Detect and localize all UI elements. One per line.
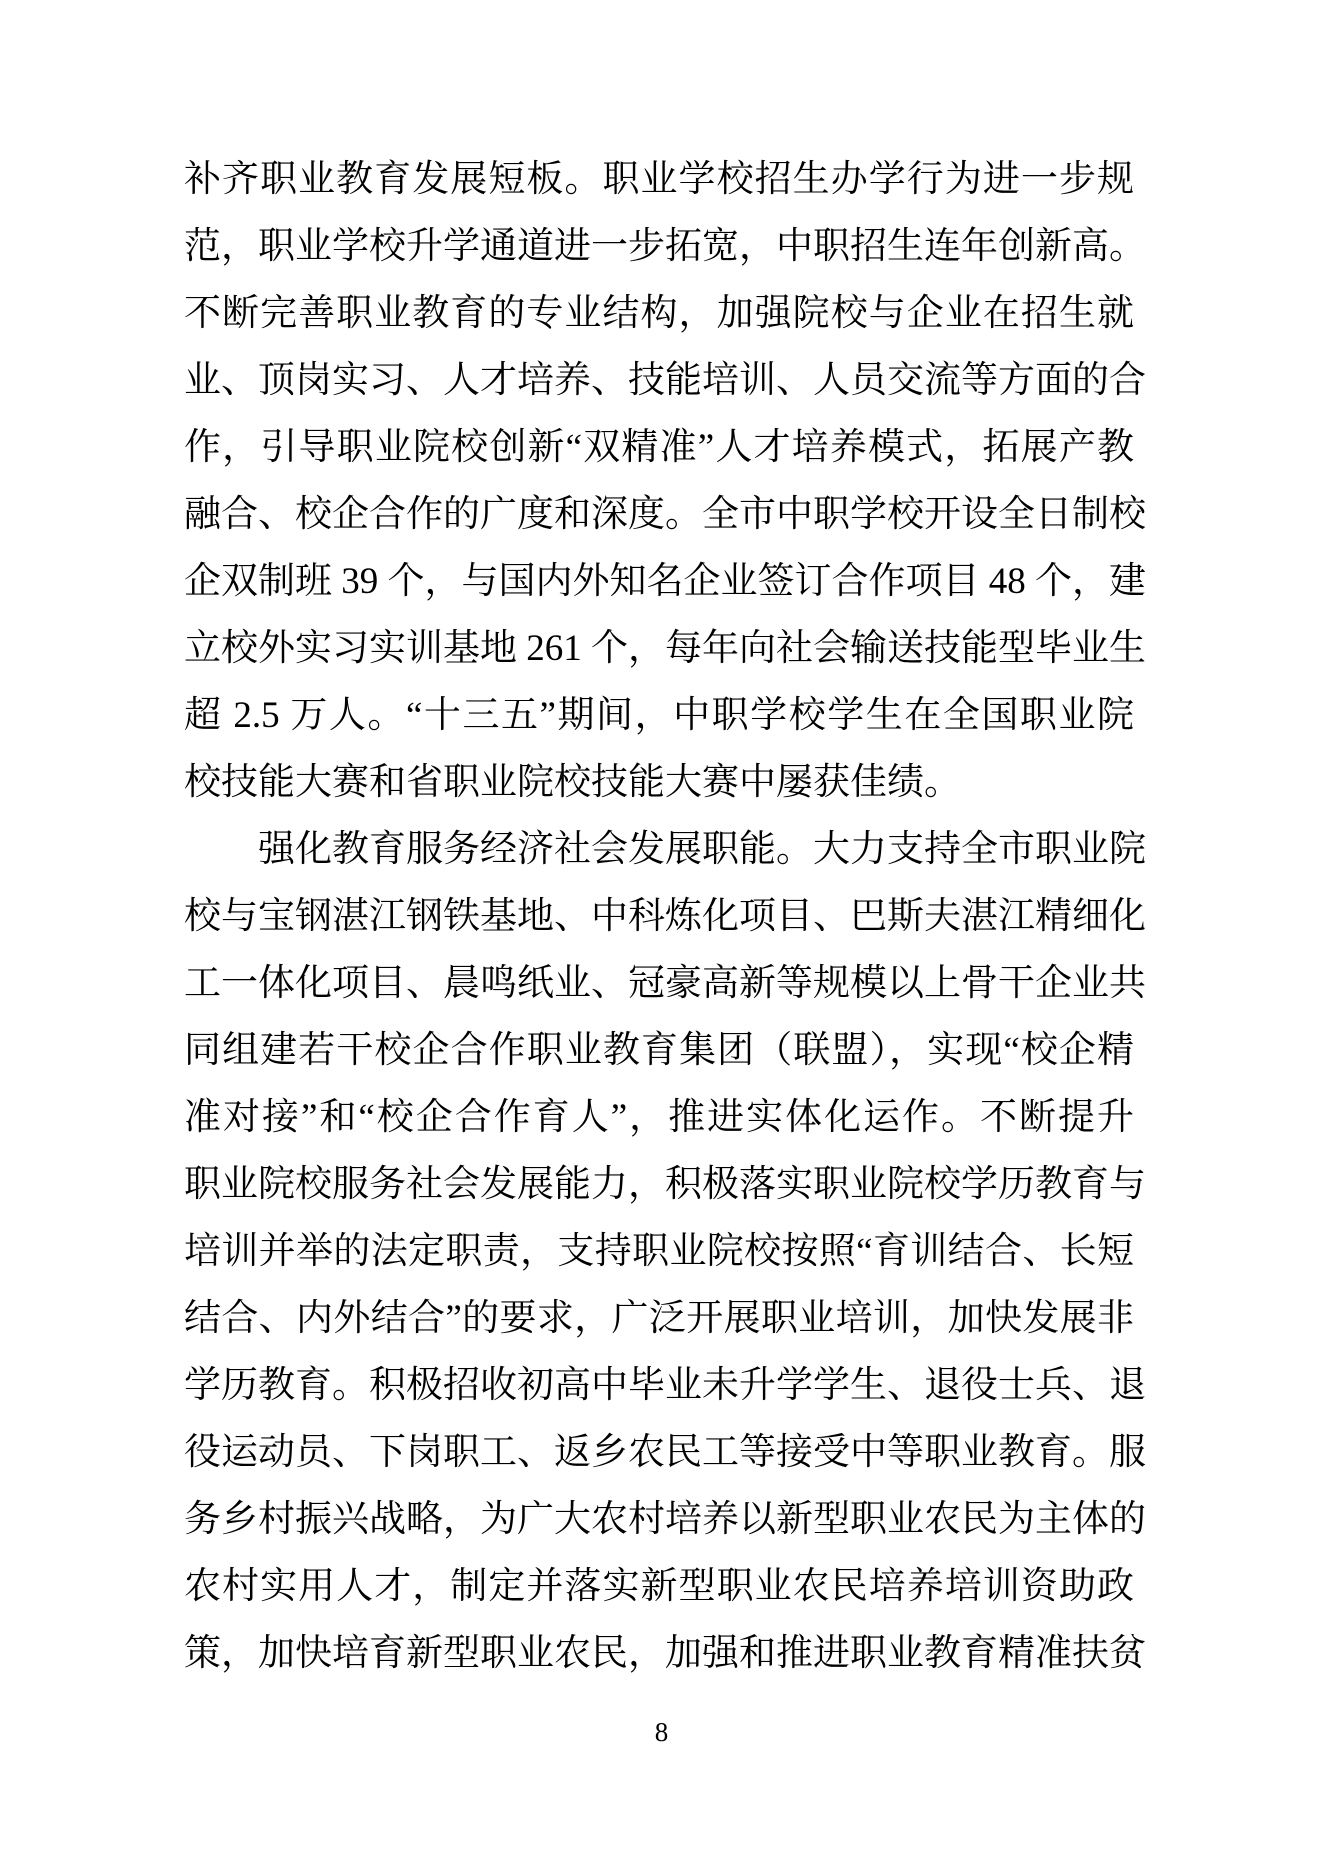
text-line: 范，职业学校升学通道进一步拓宽，中职招生连年创新高。 (184, 226, 1146, 267)
page-number: 8 (654, 1717, 669, 1747)
text-line: 作，引导职业院校创新“双精准”人才培养模式，拓展产教 (184, 427, 1134, 468)
text-line: 补齐职业教育发展短板。职业学校招生办学行为进一步规 (184, 159, 1134, 200)
text-line: 培训并举的法定职责，支持职业院校按照“育训结合、长短 (184, 1231, 1134, 1272)
text-line: 校与宝钢湛江钢铁基地、中科炼化项目、巴斯夫湛江精细化 (184, 896, 1146, 937)
text-line: 学历教育。积极招收初高中毕业未升学学生、退役士兵、退 (184, 1365, 1146, 1406)
text-line: 同组建若干校企合作职业教育集团（联盟），实现“校企精 (184, 1030, 1134, 1071)
text-line: 融合、校企合作的广度和深度。全市中职学校开设全日制校 (184, 494, 1146, 535)
text-line: 超 2.5 万人。“十三五”期间，中职学校学生在全国职业院 (184, 695, 1134, 736)
text-line: 强化教育服务经济社会发展职能。大力支持全市职业院 (258, 829, 1146, 870)
text-line: 企双制班 39 个，与国内外知名企业签订合作项目 48 个，建 (184, 561, 1146, 602)
text-line: 准对接”和“校企合作育人”，推进实体化运作。不断提升 (184, 1097, 1134, 1138)
text-line: 职业院校服务社会发展能力，积极落实职业院校学历教育与 (184, 1164, 1146, 1205)
text-line: 役运动员、下岗职工、返乡农民工等接受中等职业教育。服 (184, 1432, 1146, 1473)
text-line: 结合、内外结合”的要求，广泛开展职业培训，加快发展非 (184, 1298, 1134, 1339)
text-line: 工一体化项目、晨鸣纸业、冠豪高新等规模以上骨干企业共 (184, 963, 1146, 1004)
text-line: 务乡村振兴战略，为广大农村培养以新型职业农民为主体的 (184, 1499, 1146, 1540)
text-line: 策，加快培育新型职业农民，加强和推进职业教育精准扶贫 (184, 1633, 1146, 1674)
text-line: 不断完善职业教育的专业结构，加强院校与企业在招生就 (184, 293, 1134, 334)
text-line: 立校外实习实训基地 261 个，每年向社会输送技能型毕业生 (184, 628, 1146, 669)
text-line: 校技能大赛和省职业院校技能大赛中屡获佳绩。 (184, 762, 961, 803)
document-body-text (184, 146, 1146, 1687)
text-line: 农村实用人才，制定并落实新型职业农民培养培训资助政 (184, 1566, 1134, 1607)
text-line: 业、顶岗实习、人才培养、技能培训、人员交流等方面的合 (184, 360, 1146, 401)
